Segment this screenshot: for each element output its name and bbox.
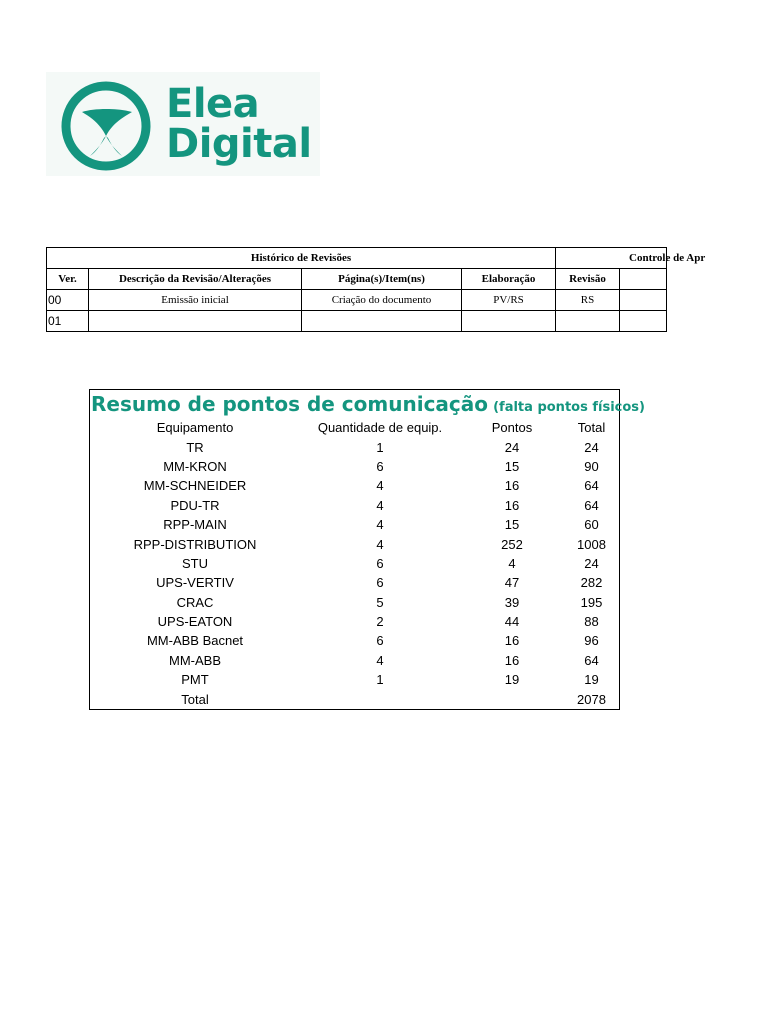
- equipment-quantity: 2: [376, 614, 384, 630]
- equipment-quantity: 1: [376, 439, 384, 455]
- summary-row: [90, 593, 619, 612]
- equipment-total: 88: [584, 614, 599, 630]
- equipment-points: 15: [504, 458, 520, 474]
- revision-description: [89, 311, 302, 332]
- equipment-total: 64: [584, 478, 599, 494]
- header-equipment: Equipamento: [156, 420, 234, 436]
- equipment-points: 16: [504, 652, 520, 668]
- col-header-revision: Revisão: [556, 269, 620, 290]
- equipment-name: PMT: [181, 672, 209, 688]
- revision-history-header: Histórico de Revisões: [47, 248, 556, 269]
- summary-row: [90, 554, 619, 573]
- equipment-total: 64: [584, 652, 599, 668]
- elea-digital-logo: [46, 72, 320, 176]
- equipment-total: 60: [584, 517, 599, 533]
- summary-title-main: Resumo de pontos de comunicação: [91, 392, 489, 416]
- total-empty: [300, 689, 460, 708]
- equipment-name: PDU-TR: [170, 497, 220, 513]
- header-total: Total: [577, 420, 606, 436]
- equipment-total: 90: [584, 458, 599, 474]
- revision-pages: [302, 311, 462, 332]
- equipment-quantity: 4: [376, 517, 384, 533]
- header-points: Pontos: [491, 420, 533, 436]
- summary-title: [91, 392, 645, 416]
- equipment-points: 16: [504, 633, 520, 649]
- equipment-points: 252: [501, 536, 523, 552]
- col-header-elaboration: Elaboração: [462, 269, 556, 290]
- col-header-pages: Página(s)/Item(ns): [302, 269, 462, 290]
- summary-row: [90, 631, 619, 650]
- revision-row: [47, 290, 667, 311]
- equipment-quantity: 6: [376, 555, 384, 571]
- equipment-name: UPS-EATON: [157, 614, 233, 630]
- approval-control-header: Controle de Apr: [556, 248, 667, 269]
- equipment-points: 4: [508, 555, 516, 571]
- equipment-name: MM-ABB: [169, 652, 221, 668]
- summary-row: [90, 534, 619, 553]
- communication-points-summary: [89, 389, 645, 710]
- equipment-name: MM-KRON: [163, 458, 227, 474]
- equipment-name: MM-SCHNEIDER: [143, 478, 247, 494]
- summary-row: [90, 612, 619, 631]
- revision-reviewer: RS: [556, 290, 620, 311]
- summary-table: [90, 418, 619, 709]
- equipment-quantity: 4: [376, 652, 384, 668]
- equipment-total: 282: [580, 575, 603, 591]
- equipment-quantity: 1: [376, 672, 384, 688]
- summary-row: [90, 496, 619, 515]
- revision-ver: 00: [47, 290, 89, 311]
- equipment-total: 24: [584, 555, 599, 571]
- revision-pages: Criação do documento: [302, 290, 462, 311]
- equipment-name: STU: [182, 555, 208, 571]
- revision-elaboration: [462, 311, 556, 332]
- equipment-total: 19: [584, 672, 599, 688]
- equipment-points: 44: [504, 614, 520, 630]
- summary-rows: [90, 437, 619, 689]
- revision-description: Emissão inicial: [89, 290, 302, 311]
- summary-row: [90, 573, 619, 592]
- logo-text-line2: Digital: [166, 121, 312, 167]
- revision-reviewer: [556, 311, 620, 332]
- total-empty: [460, 689, 564, 708]
- equipment-name: UPS-VERTIV: [156, 575, 234, 591]
- header-quantity: Quantidade de equip.: [317, 420, 443, 436]
- equipment-quantity: 6: [376, 633, 384, 649]
- equipment-name: RPP-MAIN: [163, 517, 227, 533]
- col-header-approval: [620, 269, 667, 290]
- equipment-name: RPP-DISTRIBUTION: [133, 536, 257, 552]
- equipment-total: 96: [584, 633, 599, 649]
- summary-row: [90, 670, 619, 689]
- logo-text-line1: Elea: [166, 81, 260, 127]
- col-header-ver: Ver.: [47, 269, 89, 290]
- revision-approval: [620, 290, 667, 311]
- revision-elaboration: PV/RS: [462, 290, 556, 311]
- equipment-quantity: 4: [376, 536, 384, 552]
- equipment-total: 24: [584, 439, 599, 455]
- equipment-name: TR: [186, 439, 204, 455]
- summary-row: [90, 651, 619, 670]
- summary-row: [90, 515, 619, 534]
- revision-history-table: [46, 247, 706, 332]
- equipment-total: 195: [580, 594, 603, 610]
- equipment-points: 47: [504, 575, 520, 591]
- elea-leaf-emblem-icon: [60, 80, 156, 172]
- summary-row: [90, 457, 619, 476]
- equipment-total: 1008: [577, 536, 606, 552]
- summary-header-row: [90, 418, 619, 437]
- revision-row: [47, 311, 667, 332]
- equipment-points: 19: [504, 672, 520, 688]
- total-label: Total: [181, 691, 209, 707]
- equipment-quantity: 6: [376, 458, 384, 474]
- equipment-points: 39: [504, 594, 520, 610]
- revision-approval: [620, 311, 667, 332]
- equipment-name: CRAC: [176, 594, 214, 610]
- equipment-quantity: 4: [376, 497, 384, 513]
- revision-history-table-container: [46, 247, 706, 333]
- equipment-points: 16: [504, 478, 520, 494]
- total-value: 2078: [577, 691, 606, 707]
- summary-row: [90, 476, 619, 495]
- col-header-description: Descrição da Revisão/Alterações: [89, 269, 302, 290]
- equipment-quantity: 4: [376, 478, 384, 494]
- equipment-total: 64: [584, 497, 599, 513]
- summary-row: [90, 437, 619, 456]
- equipment-points: 15: [504, 517, 520, 533]
- equipment-points: 16: [504, 497, 520, 513]
- summary-title-note: (falta pontos físicos): [493, 400, 645, 415]
- summary-total-row: [90, 689, 619, 708]
- equipment-quantity: 5: [376, 594, 384, 610]
- equipment-name: MM-ABB Bacnet: [146, 633, 244, 649]
- revision-ver: 01: [47, 311, 89, 332]
- equipment-quantity: 6: [376, 575, 384, 591]
- equipment-points: 24: [504, 439, 520, 455]
